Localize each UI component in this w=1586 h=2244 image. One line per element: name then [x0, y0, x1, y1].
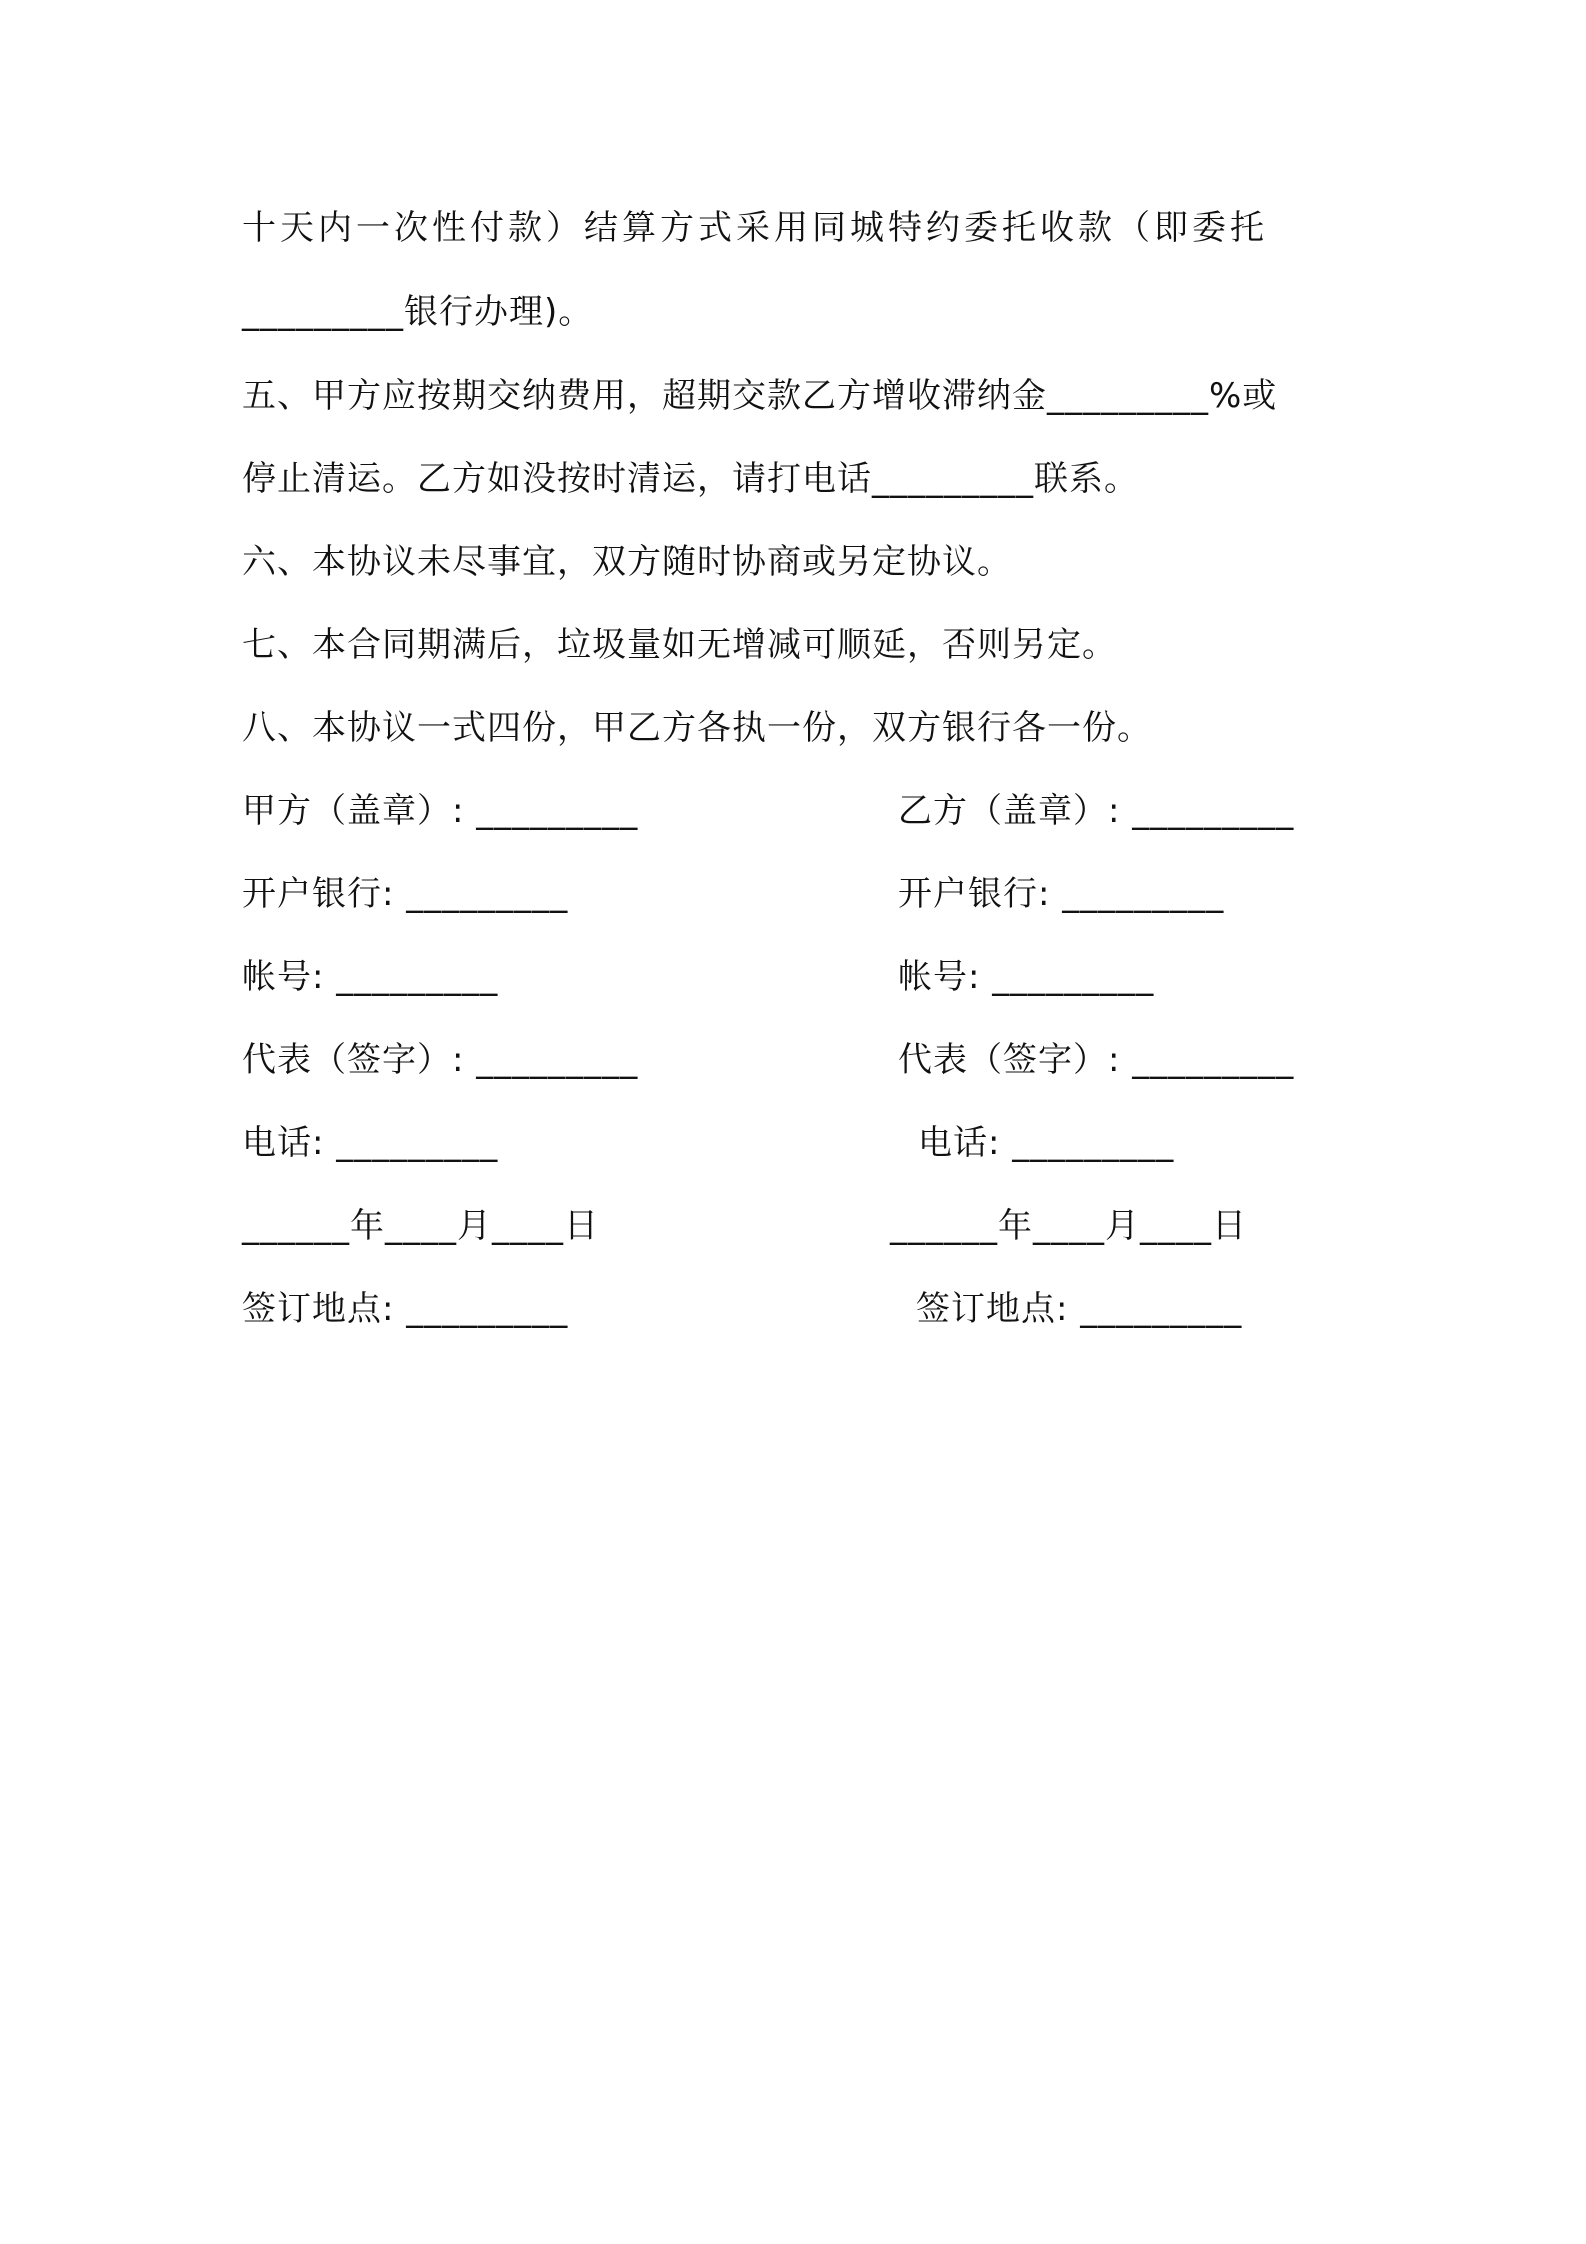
party-b-date: ______年____月____日: [890, 1206, 1247, 1246]
party-b-phone: 电话: _________: [918, 1123, 1175, 1163]
party-a-sign-place: 签订地点: _________: [242, 1289, 569, 1329]
party-b-sign-place: 签订地点: _________: [916, 1289, 1243, 1329]
paragraph-line-4: 停止清运。乙方如没按时清运，请打电话_________联系。: [242, 459, 1139, 499]
party-b-seal: 乙方（盖章）: _________: [898, 791, 1295, 831]
party-a-date: ______年____月____日: [242, 1206, 599, 1246]
paragraph-line-1: 十天内一次性付款）结算方式采用同城特约委托收款（即委托: [242, 208, 1268, 248]
paragraph-line-5: 六、本协议未尽事宜，双方随时协商或另定协议。: [242, 542, 1012, 582]
party-a-seal: 甲方（盖章）: _________: [242, 791, 639, 831]
party-b-account: 帐号: _________: [898, 957, 1155, 997]
party-a-account: 帐号: _________: [242, 957, 499, 997]
paragraph-line-6: 七、本合同期满后，垃圾量如无增减可顺延，否则另定。: [242, 625, 1117, 665]
party-a-phone: 电话: _________: [242, 1123, 499, 1163]
party-b-bank: 开户银行: _________: [898, 874, 1225, 914]
party-b-representative: 代表（签字）: _________: [898, 1040, 1295, 1080]
paragraph-line-3: 五、甲方应按期交纳费用，超期交款乙方增收滞纳金_________%或: [242, 376, 1278, 416]
paragraph-line-2: _________银行办理)。: [242, 292, 594, 332]
paragraph-line-7: 八、本协议一式四份，甲乙方各执一份，双方银行各一份。: [242, 708, 1152, 748]
party-a-bank: 开户银行: _________: [242, 874, 569, 914]
party-a-representative: 代表（签字）: _________: [242, 1040, 639, 1080]
